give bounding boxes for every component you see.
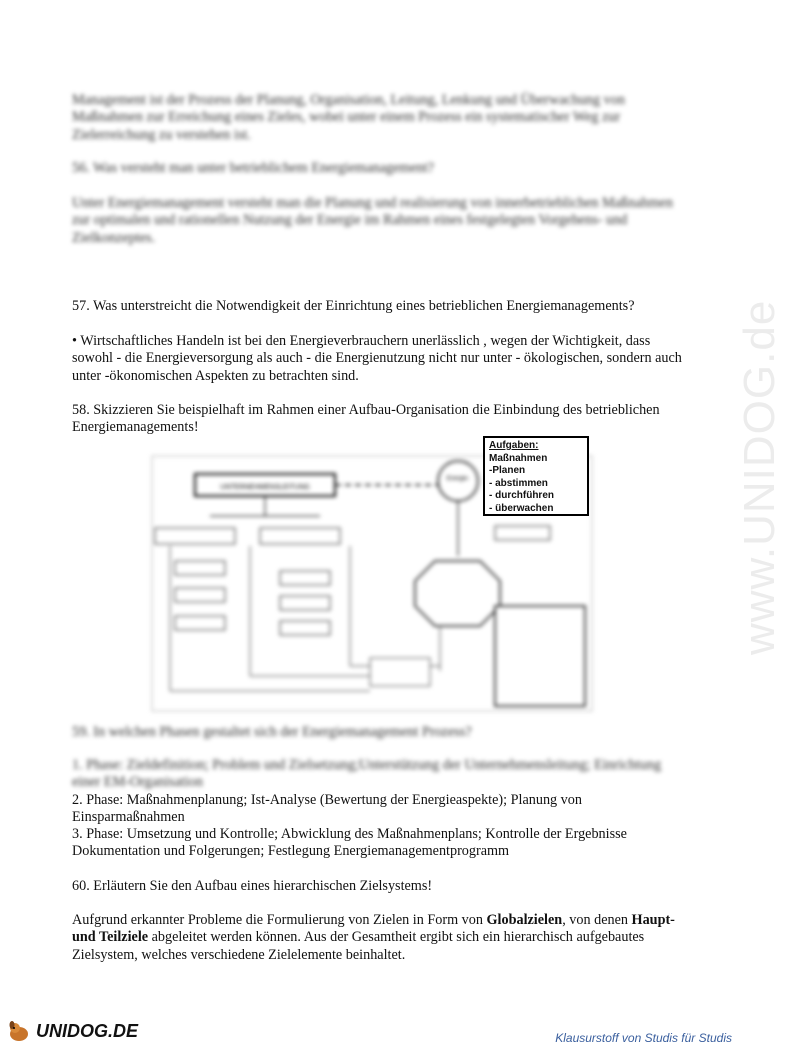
answer-60-text: , von denen [562, 912, 632, 928]
tasks-item: - überwachen [489, 502, 554, 514]
answer-57: • Wirtschaftliches Handeln ist bei den Energieverbrauchern unerlässlich , wegen der Wichtigkeit, dass sowohl - die Energieversorgung als auch - die Energienutzung nicht nur unter - ökologischen, sondern auch unter -ökonomischen Aspekten zu betrachten sind. [72, 333, 682, 384]
answer-60 [72, 912, 682, 964]
question-60: 60. Erläutern Sie den Aufbau eines hierarchischen Zielsystems! [72, 878, 433, 894]
blurred-phase-1: 1. Phase: Zieldefinition; Problem und Zielsetzung;Unterstützung der Unternehmensleitung; Einrichtung einer EM-Organisation [72, 757, 662, 791]
phase-3: 3. Phase: Umsetzung und Kontrolle; Abwicklung des Maßnahmenplans; Kontrolle der Ergebnisse Dokumentation und Folgerungen; Festlegung Energiemanagementprogramm [72, 826, 627, 860]
dog-icon [6, 1020, 32, 1042]
tasks-item: -Planen [489, 465, 526, 476]
blurred-question-59: 59. In welchen Phasen gestaltet sich der Energiemanagement Prozess? [72, 724, 472, 740]
tasks-item: Maßnahmen [489, 452, 548, 464]
tasks-item: - durchführen [489, 490, 554, 501]
tasks-item: - abstimmen [489, 477, 548, 489]
answer-60-bold: Globalzielen [486, 912, 563, 928]
logo-text: UNIDOG.DE [36, 1020, 139, 1041]
tasks-title: Aufgaben: [489, 440, 539, 451]
blurred-paragraph: Management ist der Prozess der Planung, Organisation, Leitung, Lenkung und Überwachung von Maßnahmen zur Erreichung eines Zieles, wobei unter einem Prozess ein systematischer Weg zur Zielerreichung zu verstehen ist. [72, 92, 625, 143]
watermark: www.UNIDOG.de [735, 299, 784, 655]
answer-60-text: abgeleitet werden können. Aus der Gesamtheit ergibt sich ein hierarchisch aufgebautes Zielsystem, welches verschiedene Zielelemente beinhaltet. [72, 929, 645, 963]
tasks-box [483, 436, 589, 516]
footer-tagline: Klausurstoff von Studis für Studis [555, 1031, 732, 1045]
phase-2: 2. Phase: Maßnahmenplanung; Ist-Analyse (Bewertung der Energieaspekte); Planung von Einsparmaßnahmen [72, 792, 582, 826]
answer-60-text: Aufgrund erkannter Probleme die Formulierung von Zielen in Form von [72, 912, 487, 928]
blurred-answer-56: Unter Energiemanagement versteht man die Planung und realisierung von innerbetrieblichen Maßnahmen zur optimalen und rationellen Nutzung der Energie im Rahmen eines festgelegten Vorgehens- und Zielkonzeptes. [72, 195, 673, 246]
answer-60-bold: Haupt- und Teilziele [72, 912, 675, 946]
top-box-label: UNTERNEHMENSLEITUNG [220, 484, 310, 491]
question-58: 58. Skizzieren Sie beispielhaft im Rahmen einer Aufbau-Organisation die Einbindung des betrieblichen Energiemanagements! [72, 402, 660, 436]
unidog-logo [6, 1020, 138, 1042]
svg-text:Energie-: Energie- [446, 476, 470, 482]
question-57: 57. Was unterstreicht die Notwendigkeit der Einrichtung eines betrieblichen Energiemanagements? [72, 298, 635, 314]
blurred-question-56: 56. Was versteht man unter betrieblichem Energiemanagement? [72, 160, 434, 176]
